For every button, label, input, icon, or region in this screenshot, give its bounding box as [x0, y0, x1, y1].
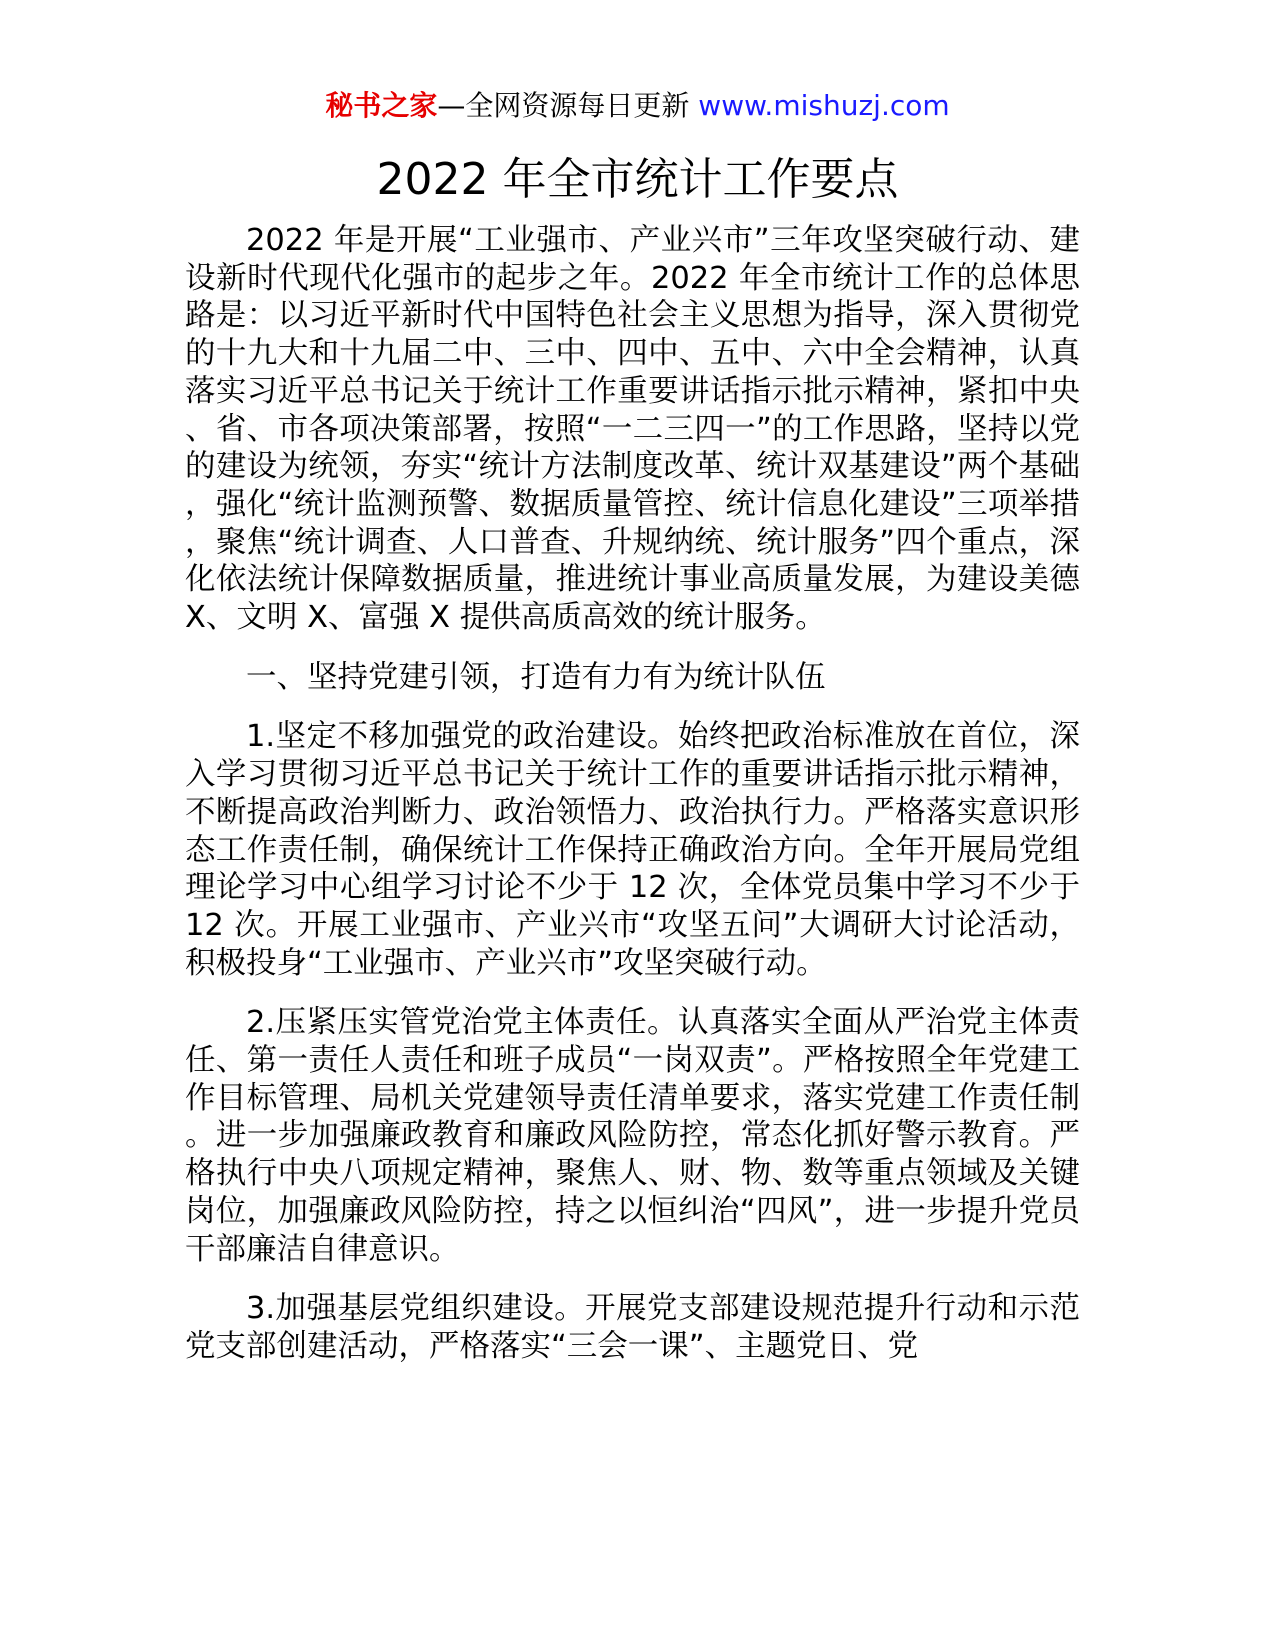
site-header	[0, 86, 1275, 126]
document-body	[185, 222, 1080, 1388]
paragraph-item-1: 1.坚定不移加强党的政治建设。始终把政治标准放在首位，深入学习贯彻习近平总书记关于统计工作的重要讲话指示批示精神，不断提高政治判断力、政治领悟力、政治执行力。严格落实意识形态工作责任制，确保统计工作保持正确政治方向。全年开展局党组理论学习中心组学习讨论不少于 12 次，全体党员集中学习不少于 12 次。开展工业强市、产业兴市“攻坚五问”大调研大讨论活动，积极投身“工业强市、产业兴市”攻坚突破行动。	[185, 719, 1080, 981]
document-title: 2022 年全市统计工作要点	[376, 154, 899, 205]
site-brand: 秘书之家	[325, 89, 438, 122]
paragraph-item-2: 2.压紧压实管党治党主体责任。认真落实全面从严治党主体责任、第一责任人责任和班子成员“一岗双责”。严格按照全年党建工作目标管理、局机关党建领导责任清单要求，落实党建工作责任制。进一步加强廉政教育和廉政风险防控，常态化抓好警示教育。严格执行中央八项规定精神，聚焦人、财、物、数等重点领域及关键岗位，加强廉政风险防控，持之以恒纠治“四风”，进一步提升党员干部廉洁自律意识。	[185, 1005, 1080, 1267]
section-heading-1: 一、坚持党建引领，打造有力有为统计队伍	[246, 659, 826, 695]
paragraph-intro: 2022 年是开展“工业强市、产业兴市”三年攻坚突破行动、建设新时代现代化强市的起步之年。2022 年全市统计工作的总体思路是：以习近平新时代中国特色社会主义思想为指导，深入贯彻党的十九大和十九届二中、三中、四中、五中、六中全会精神，认真落实习近平总书记关于统计工作重要讲话指示批示精神，紧扣中央、省、市各项决策部署，按照“一二三四一”的工作思路，坚持以党的建设为统领，夯实“统计方法制度改革、统计双基建设”两个基础，强化“统计监测预警、数据质量管控、统计信息化建设”三项举措，聚焦“统计调查、人口普查、升规纳统、统计服务”四个重点，深化依法统计保障数据质量，推进统计事业高质量发展，为建设美德 X、文明 X、富强 X 提供高质高效的统计服务。	[185, 223, 1080, 636]
site-tagline: —全网资源每日更新	[437, 89, 690, 122]
paragraph-item-3: 3.加强基层党组织建设。开展党支部建设规范提升行动和示范党支部创建活动，严格落实“三会一课”、主题党日、党	[185, 1291, 1080, 1364]
site-url-link[interactable]: www.mishuzj.com	[698, 89, 950, 122]
